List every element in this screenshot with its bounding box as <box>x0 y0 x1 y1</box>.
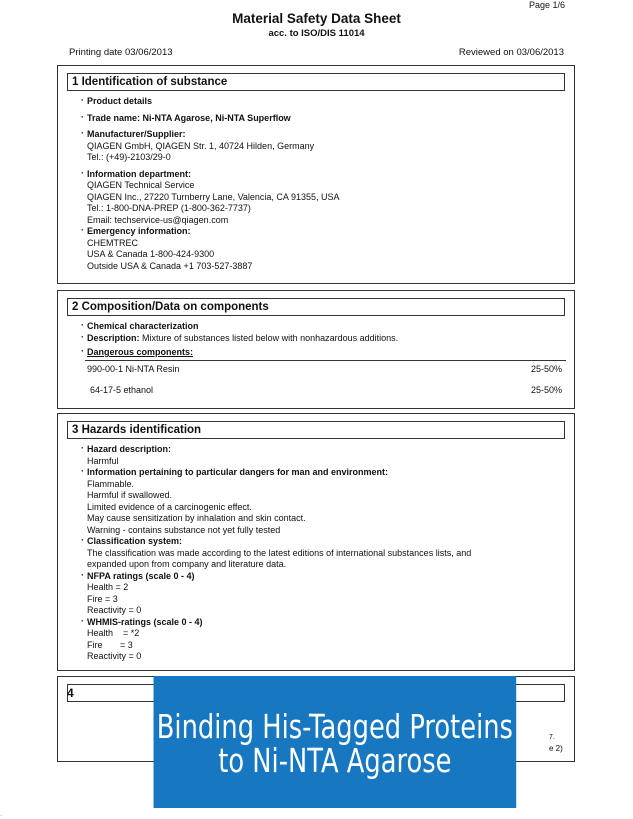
hazard-line: Harmful <box>87 455 119 466</box>
section-4-fragment: e 2) <box>549 744 563 753</box>
info-line: Email: techservice-us@qiagen.com <box>87 214 229 225</box>
component-percent: 25-50% <box>530 385 562 395</box>
nfpa-line: Fire = 3 <box>87 593 118 604</box>
hazard-description-label: · Hazard description: <box>87 444 564 456</box>
info-line: Tel.: 1-800-DNA-PREP (1-800-362-7737) <box>87 203 251 213</box>
nfpa-label: · NFPA ratings (scale 0 - 4) <box>87 571 564 583</box>
component-row <box>87 364 564 376</box>
divider <box>85 360 566 361</box>
whmis-line: Fire = 3 <box>87 639 133 650</box>
component-name: 990-00-1 Ni-NTA Resin <box>87 363 180 374</box>
emergency-line: CHEMTREC <box>87 237 138 248</box>
classification-label: · Classification system: <box>87 536 564 548</box>
section-composition <box>57 290 575 409</box>
product-details-label: · Product details <box>87 96 564 108</box>
danger-info-label: · Information pertaining to particular dangers for man and environment: <box>87 467 564 479</box>
emergency-line: USA & Canada 1-800-424-9300 <box>87 249 215 259</box>
section-heading: 1 Identification of substance <box>67 73 565 91</box>
danger-line: Limited evidence of a carcinogenic effect. <box>87 501 252 512</box>
whmis-label: · WHMIS-ratings (scale 0 - 4) <box>87 617 564 629</box>
document-title: Material Safety Data Sheet <box>232 11 401 26</box>
document-subtitle: acc. to ISO/DIS 11014 <box>268 28 365 39</box>
section-4-fragment: 7. <box>549 734 555 741</box>
page-number: Page 1/6 <box>528 0 565 10</box>
danger-line: May cause sensitization by inhalation and skin contact. <box>87 513 306 523</box>
emergency-line: Outside USA & Canada +1 703-527-3887 <box>87 260 253 271</box>
nfpa-line: Reactivity = 0 <box>87 605 142 615</box>
section-heading: 3 Hazards identification <box>67 421 565 439</box>
reviewed-date: Reviewed on 03/06/2013 <box>458 47 564 58</box>
whmis-line: Reactivity = 0 <box>87 651 142 661</box>
danger-line: Flammable. <box>87 478 135 489</box>
danger-line: Warning - contains substance not yet fully tested <box>87 524 281 535</box>
component-percent: 25-50% <box>530 363 562 374</box>
description-text: Mixture of substances listed below with nonhazardous additions. <box>142 332 399 343</box>
dangerous-components-label: · Dangerous components: <box>87 347 564 359</box>
information-department-label: · Information department: <box>87 169 564 181</box>
chemical-characterization-label: · Chemical characterization <box>87 321 564 333</box>
section-4-number: 4 <box>67 686 74 700</box>
footer-mark: · <box>0 813 2 819</box>
manufacturer-line: QIAGEN GmbH, QIAGEN Str. 1, 40724 Hilden, Germany <box>87 140 315 151</box>
title-banner <box>154 676 517 808</box>
nfpa-line: Health = 2 <box>87 582 129 592</box>
banner-text: Binding His-Tagged Proteins to Ni-NTA Agarose <box>156 707 513 780</box>
whmis-line: Health = *2 <box>87 628 140 638</box>
section-identification <box>57 65 575 284</box>
emergency-label: · Emergency information: <box>87 226 564 238</box>
printing-date: Printing date 03/06/2013 <box>69 47 173 58</box>
description <box>87 333 564 345</box>
section-hazards <box>57 413 575 671</box>
classification-line: The classification was made according to the latest editions of international substances lists, and <box>87 547 472 558</box>
info-line: QIAGEN Inc., 27220 Turnberry Lane, Valencia, CA 91355, USA <box>87 191 340 202</box>
danger-line: Harmful if swallowed. <box>87 490 173 500</box>
section-heading: 2 Composition/Data on components <box>67 298 565 316</box>
component-name: 64-17-5 ethanol <box>90 385 154 395</box>
trade-name: · Trade name: Ni-NTA Agarose, Ni-NTA Superflow <box>87 113 564 125</box>
info-line: QIAGEN Technical Service <box>87 180 195 190</box>
component-row <box>87 385 564 397</box>
manufacturer-label: · Manufacturer/Supplier: <box>87 129 564 141</box>
description-label: Description: <box>87 332 140 343</box>
classification-line: expanded upon from company and literature data. <box>87 559 287 569</box>
manufacturer-line: Tel.: (+49)-2103/29-0 <box>87 152 171 162</box>
